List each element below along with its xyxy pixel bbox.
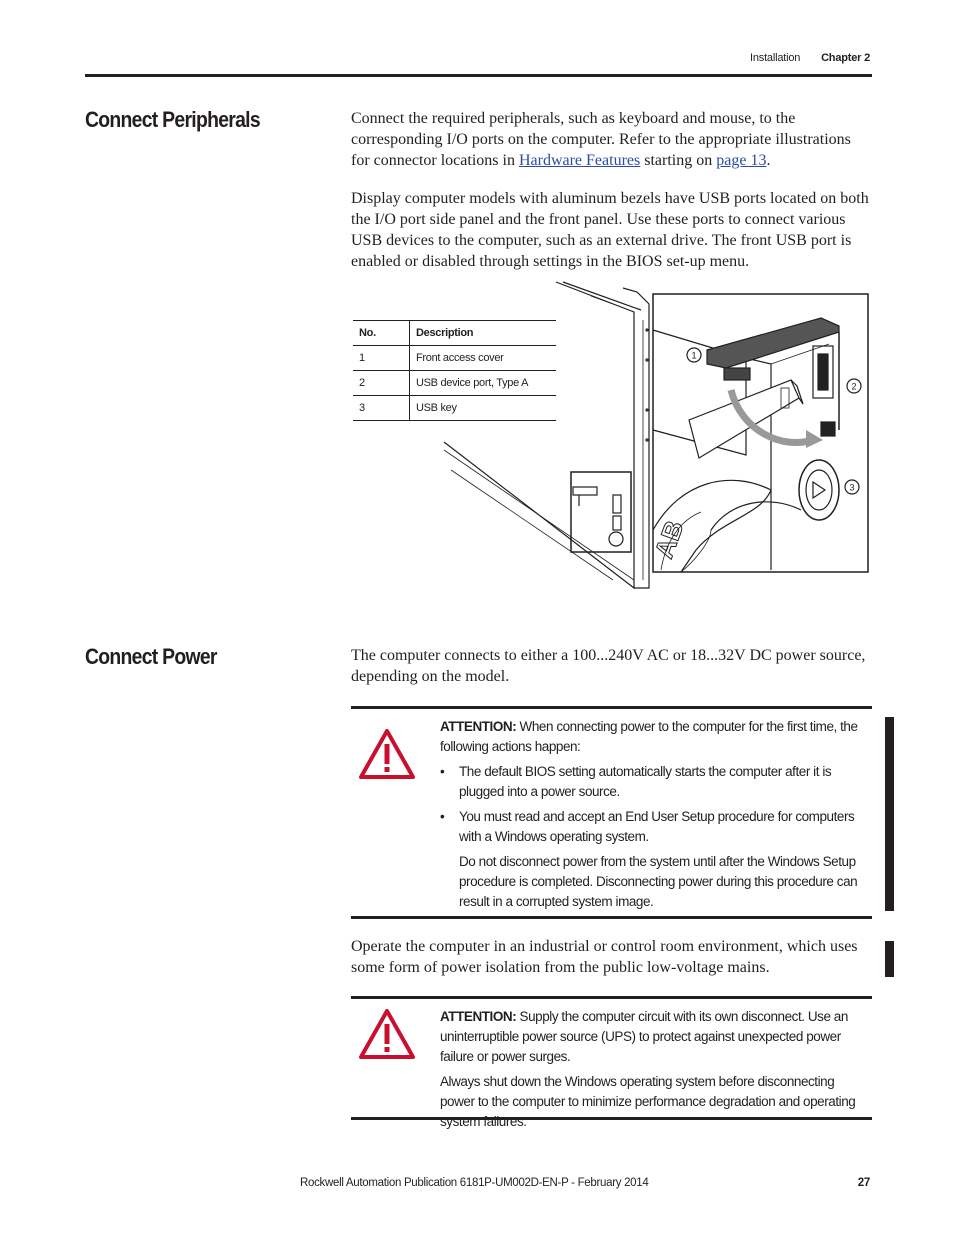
attention-box-2: [351, 996, 872, 1129]
attention-1-intro: [440, 717, 872, 757]
attention-1-list: [440, 762, 872, 847]
table-header-no: No.: [353, 321, 410, 346]
header-rule: [85, 74, 872, 77]
attention-label: ATTENTION:: [440, 719, 517, 734]
header-section: Installation: [750, 52, 801, 64]
heading-connect-peripherals: Connect Peripherals: [85, 107, 260, 132]
ab-logo: AB: [648, 516, 690, 563]
list-item: • You must read and accept an End User Setup procedure for computers with a Windows operating system.: [440, 807, 872, 847]
table-row: [353, 371, 556, 396]
table-cell-description: USB key: [410, 396, 557, 421]
para-text: Connect the required peripherals, such as keyboard and mouse, to the corresponding I/O ports on the computer. Refer to the appropriate illustrations for connector locations in: [351, 110, 851, 169]
attention-text: Supply the computer circuit with its own disconnect. Use an uninterruptible power source (UPS) to protect against unexpected power failure or power surges.: [440, 1009, 848, 1064]
table-row: [353, 346, 556, 371]
para-text: .: [766, 152, 771, 169]
callout-legend-table: [353, 320, 556, 421]
attention-1-note: Do not disconnect power from the system until after the Windows Setup procedure is completed. Disconnecting power during this procedure can result in a corrupted system image.: [459, 854, 858, 909]
link-page-13[interactable]: page 13: [716, 152, 767, 169]
callout-2: 2: [851, 381, 857, 392]
attention-text: When connecting power to the computer for the first time, the following actions happen:: [440, 719, 858, 754]
usb-port-figure: [351, 280, 871, 592]
table-row: [353, 396, 556, 421]
para-text: starting on: [640, 152, 717, 169]
page-number: 27: [857, 1177, 870, 1189]
callout-1: 1: [691, 350, 697, 361]
link-hardware-features[interactable]: Hardware Features: [518, 152, 641, 169]
power-paragraph-1: The computer connects to either a 100...240V AC or 18...32V DC power source, depending on the model.: [351, 647, 866, 685]
list-item: • The default BIOS setting automatically starts the computer after it is plugged into a power source.: [440, 762, 872, 802]
header-chapter: Chapter 2: [821, 52, 870, 64]
power-paragraph-2: Operate the computer in an industrial or control room environment, which uses some form of power isolation from the public low-voltage mains.: [351, 938, 858, 976]
change-bar: [885, 941, 894, 977]
warning-triangle-icon: [359, 728, 415, 780]
peripherals-paragraph-2: Display computer models with aluminum bezels have USB ports located on both the I/O port side panel and the front panel. Use these ports to connect various USB devices to the computer, such as an external drive. The front USB port is enabled or disabled through settings in the BIOS set-up menu.: [351, 190, 869, 270]
attention-2-intro: [440, 1007, 872, 1067]
running-header: [750, 52, 870, 64]
attention-2-note: Always shut down the Windows operating system before disconnecting power to the computer to minimize performance degradation and operating system failures.: [440, 1074, 856, 1129]
heading-connect-power: Connect Power: [85, 644, 217, 669]
warning-triangle-icon: [359, 1008, 415, 1060]
footer-publication: Rockwell Automation Publication 6181P-UM002D-EN-P - February 2014: [300, 1177, 649, 1189]
table-cell-no: 1: [353, 346, 410, 371]
table-cell-description: Front access cover: [410, 346, 557, 371]
attention-label: ATTENTION:: [440, 1009, 517, 1024]
table-cell-no: 3: [353, 396, 410, 421]
callout-3: 3: [849, 482, 855, 493]
peripherals-paragraph-1: [351, 108, 871, 171]
table-header-row: [353, 321, 556, 346]
table-header-description: Description: [410, 321, 557, 346]
change-bar: [885, 717, 894, 911]
table-cell-no: 2: [353, 371, 410, 396]
attention-box-1: [351, 706, 872, 919]
table-cell-description: USB device port, Type A: [410, 371, 557, 396]
